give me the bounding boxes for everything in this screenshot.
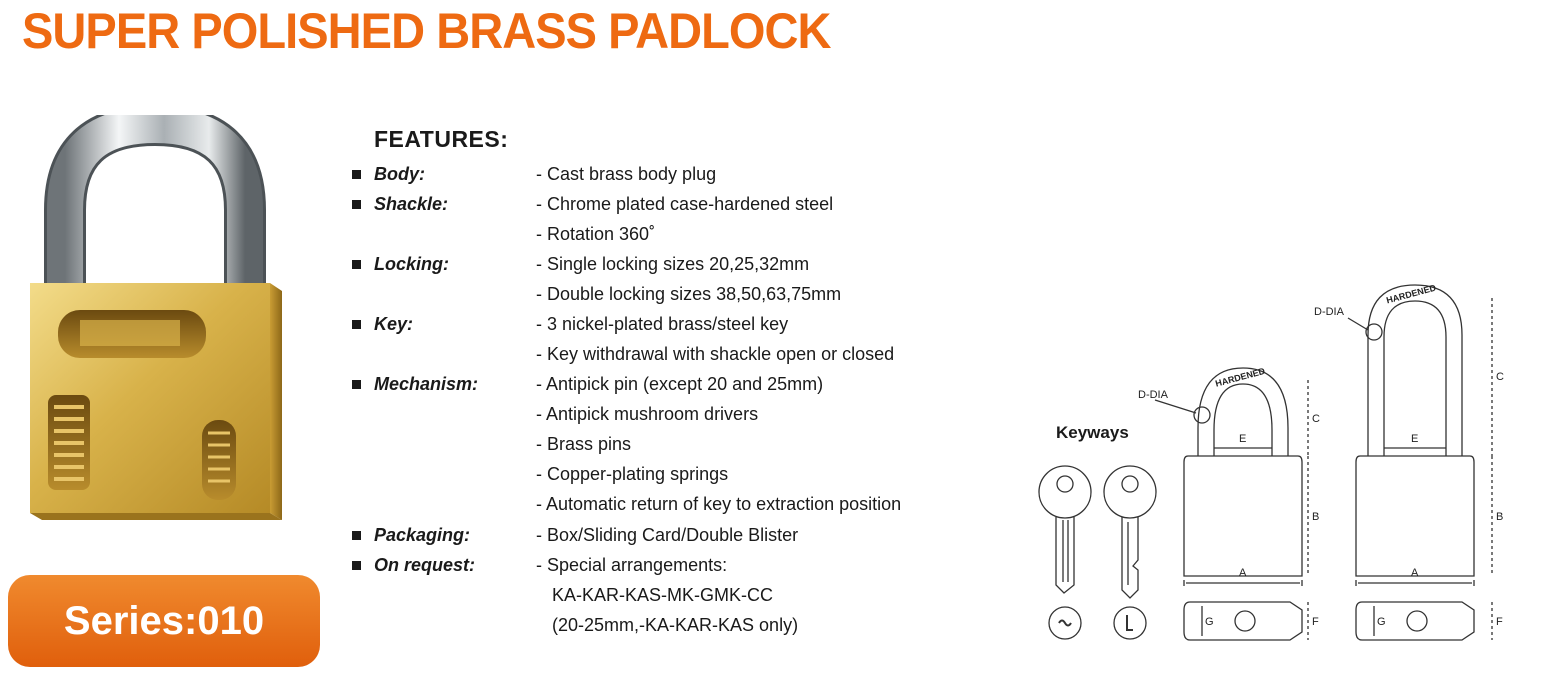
keyway-profile-icon bbox=[1114, 607, 1146, 639]
feature-label: Key: bbox=[374, 314, 414, 334]
feature-label: Shackle: bbox=[374, 194, 449, 214]
feature-label: Mechanism: bbox=[374, 374, 479, 394]
dim-g-label: G bbox=[1377, 616, 1386, 628]
bullet-icon bbox=[352, 170, 361, 179]
series-badge: Series:010 bbox=[8, 575, 320, 667]
dim-c-label: C bbox=[1312, 413, 1320, 425]
feature-line: KA-KAR-KAS-MK-GMK-CC bbox=[552, 585, 774, 605]
feature-line: - Copper-plating springs bbox=[536, 464, 729, 484]
feature-line: - Cast brass body plug bbox=[536, 164, 717, 184]
feature-line: - Antipick mushroom drivers bbox=[536, 404, 759, 424]
bullet-icon bbox=[352, 531, 361, 540]
page-title: SUPER POLISHED BRASS PADLOCK bbox=[22, 3, 831, 59]
feature-label: Body: bbox=[374, 164, 425, 184]
bullet-icon bbox=[352, 320, 361, 329]
feature-line: - Box/Sliding Card/Double Blister bbox=[536, 525, 799, 545]
feature-line: - Key withdrawal with shackle open or closed bbox=[536, 344, 895, 364]
dim-e-label: E bbox=[1411, 433, 1419, 445]
dim-e-label: E bbox=[1239, 433, 1247, 445]
bullet-icon bbox=[352, 260, 361, 269]
dimension-diagrams bbox=[1030, 280, 1557, 670]
feature-line: (20-25mm,-KA-KAR-KAS only) bbox=[552, 615, 799, 635]
dim-f-label: F bbox=[1312, 616, 1319, 628]
feature-label: On request: bbox=[374, 555, 476, 575]
padlock-diagram-long-shackle bbox=[1348, 285, 1492, 640]
dim-b-label: B bbox=[1496, 511, 1504, 523]
d-dia-label: D-DIA bbox=[1138, 389, 1168, 401]
shackle-hardened-label: HARDENED bbox=[1385, 282, 1438, 306]
key-icon bbox=[1039, 466, 1091, 593]
feature-line: - Double locking sizes 38,50,63,75mm bbox=[536, 284, 842, 304]
feature-line: - Brass pins bbox=[536, 434, 632, 454]
features-heading: FEATURES: bbox=[374, 126, 509, 152]
padlock-photo bbox=[20, 115, 300, 525]
key-icon bbox=[1104, 466, 1156, 598]
dim-c-label: C bbox=[1496, 371, 1504, 383]
bullet-icon bbox=[352, 380, 361, 389]
bullet-icon bbox=[352, 561, 361, 570]
feature-line: - Antipick pin (except 20 and 25mm) bbox=[536, 374, 824, 394]
shackle-hardened-label: HARDENED bbox=[1214, 365, 1267, 389]
dim-a-label: A bbox=[1411, 567, 1419, 579]
feature-label: Locking: bbox=[374, 254, 449, 274]
feature-line: - 3 nickel-plated brass/steel key bbox=[536, 314, 789, 334]
keyways-label: Keyways bbox=[1056, 423, 1129, 442]
feature-line: - Chrome plated case-hardened steel bbox=[536, 194, 834, 214]
feature-label: Packaging: bbox=[374, 525, 471, 545]
feature-line: - Automatic return of key to extraction position bbox=[536, 494, 902, 514]
dim-g-label: G bbox=[1205, 616, 1214, 628]
bullet-icon bbox=[352, 200, 361, 209]
dim-f-label: F bbox=[1496, 616, 1503, 628]
padlock-diagram-standard bbox=[1155, 365, 1308, 640]
feature-line: - Rotation 360˚ bbox=[536, 224, 656, 244]
feature-line: - Single locking sizes 20,25,32mm bbox=[536, 254, 810, 274]
dim-b-label: B bbox=[1312, 511, 1320, 523]
keyway-profile-icon bbox=[1049, 607, 1081, 639]
dim-a-label: A bbox=[1239, 567, 1247, 579]
feature-line: - Special arrangements: bbox=[536, 555, 728, 575]
d-dia-label: D-DIA bbox=[1314, 306, 1344, 318]
